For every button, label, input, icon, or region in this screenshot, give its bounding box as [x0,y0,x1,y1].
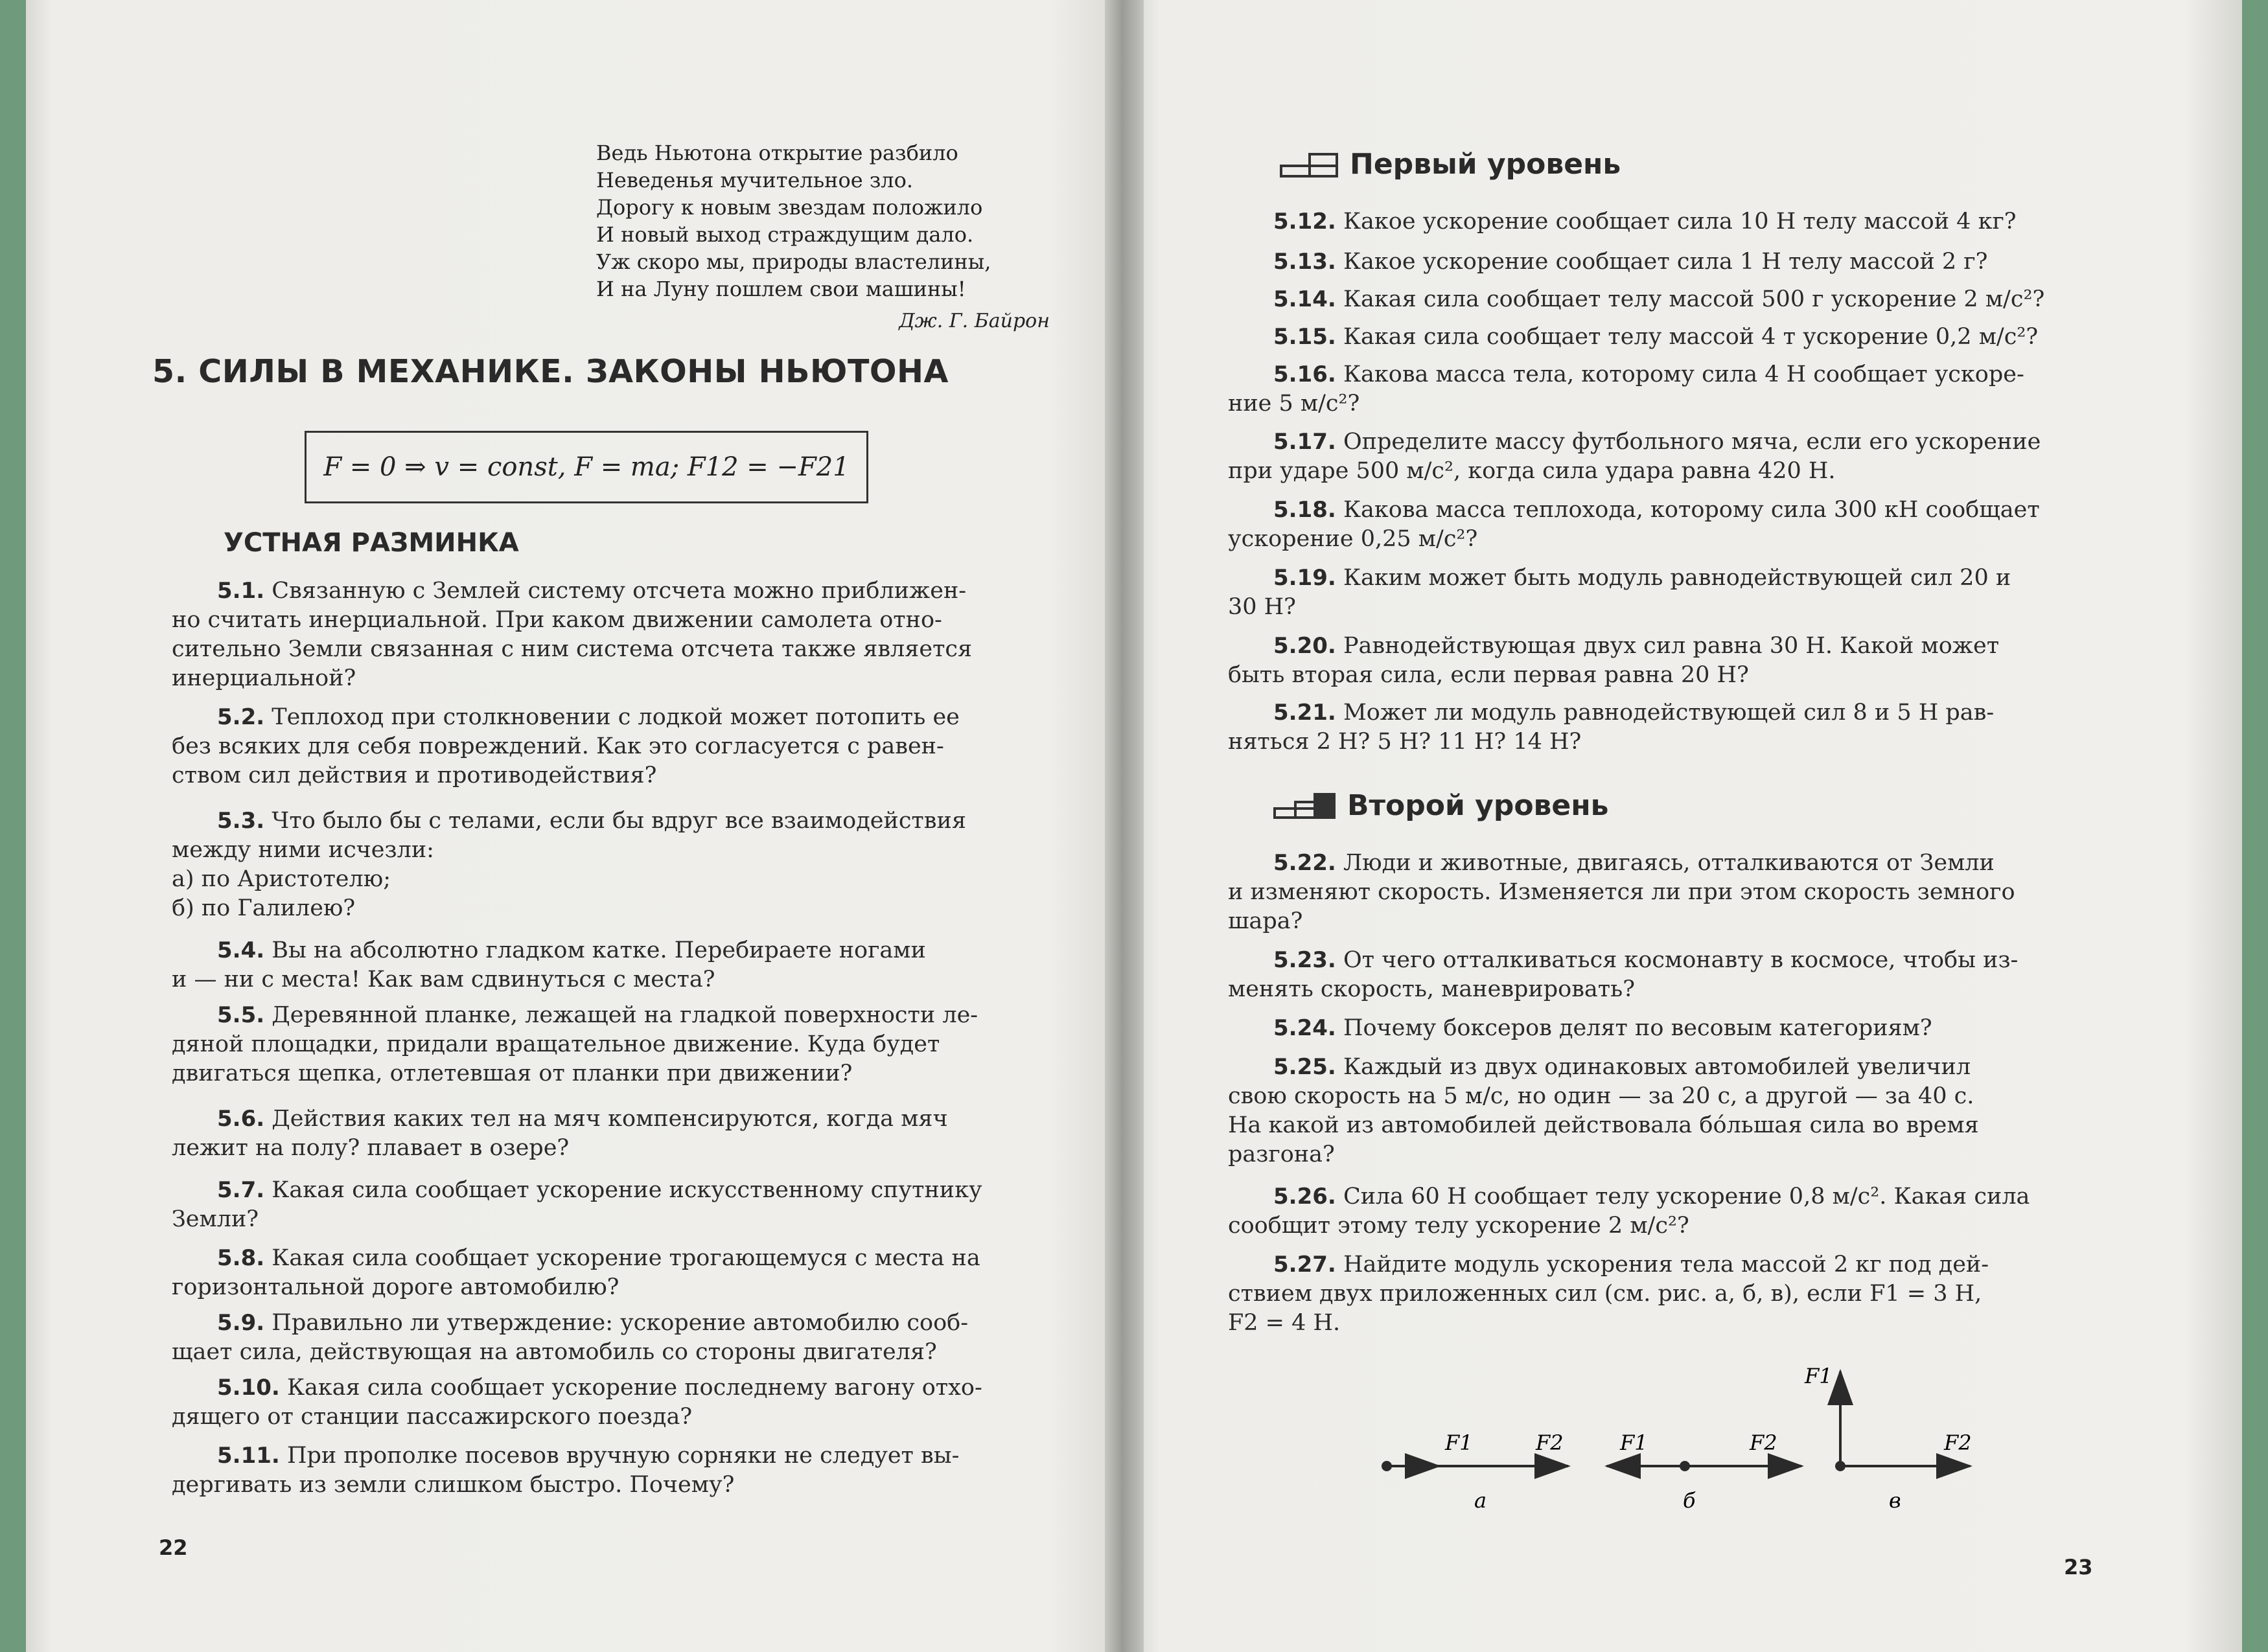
problem-text: двигаться щепка, отлетевшая от планки при движении? [172,1061,853,1086]
problem-line [1228,389,2100,419]
forces-figure [1335,1357,2022,1526]
problem-number: 5.12. [1273,209,1336,235]
problem-text: щает сила, действующая на автомобиль со стороны двигателя? [172,1339,937,1365]
poem-author: Дж. Г. Байрон [899,310,1050,332]
problem-5-14 [1228,285,2100,314]
problem-number: 5.11. [217,1443,280,1469]
problem-text: горизонтальной дороге автомобилю? [172,1274,619,1300]
problem-line [172,1001,1047,1030]
poem-line: Уж скоро мы, природы властелины, [596,249,991,274]
problem-line [1228,564,2100,593]
book-gutter [1105,0,1144,1652]
problem-line [172,936,1047,965]
problem-line [1228,1140,2100,1169]
problem-line [1228,593,2100,622]
problem-5-20 [1228,632,2100,690]
figure-a [1382,1430,1568,1513]
problem-line [172,1205,1047,1234]
problem-number: 5.2. [217,704,265,730]
f1-label: F1 [1445,1430,1473,1455]
problem-line [1228,1279,2100,1309]
level-two-icon [1273,792,1336,820]
problem-5-13 [1228,247,2100,277]
problem-text: ускорение 0,25 м/с²? [1228,526,1478,552]
problem-text: Сила 60 Н сообщает телу ускорение 0,8 м/с². Какая сила [1343,1184,2030,1210]
problem-text: Что было бы с телами, если бы вдруг все взаимодействия [272,808,966,834]
problem-text: Какова масса теплохода, которому сила 300 кН сообщает [1343,497,2040,523]
problem-text: и — ни с места! Как вам сдвинуться с места? [172,967,715,992]
problem-text: свою скорость на 5 м/с, но один — за 20 с, а другой — за 40 с. [1228,1083,1974,1109]
poem-line: И новый выход страждущим дало. [596,222,974,247]
problem-text: Может ли модуль равнодействующей сил 8 и 5 Н рав- [1343,700,1995,726]
problem-5-22 [1228,849,2100,936]
problem-text: лежит на полу? плавает в озере? [172,1135,570,1161]
problem-line [172,1441,1047,1471]
f1-label: F1 [1805,1364,1833,1388]
problem-number: 5.1. [217,578,265,604]
problem-5-6 [172,1105,1047,1163]
problem-number: 5.27. [1273,1252,1336,1278]
epigraph-poem [596,139,1050,303]
problem-5-12 [1228,207,2100,236]
problem-line [1228,907,2100,936]
problem-line [172,1059,1047,1088]
problem-5-3 [172,807,1047,923]
problem-line [172,894,1047,923]
problem-line [1228,1082,2100,1111]
problem-5-25 [1228,1053,2100,1169]
problem-5-21 [1228,698,2100,757]
problem-line [172,1244,1047,1273]
problem-number: 5.19. [1273,565,1336,591]
problem-text: Какая сила сообщает ускорение искусственному спутнику [272,1177,982,1203]
problem-text: Какое ускорение сообщает сила 10 Н телу массой 4 кг? [1343,209,2017,235]
problem-line [172,1134,1047,1163]
problem-line [172,577,1047,606]
problem-5-7 [172,1176,1047,1234]
problem-5-9 [172,1309,1047,1367]
problem-line [172,761,1047,790]
problem-line [172,1309,1047,1338]
problem-text: Найдите модуль ускорения тела массой 2 кг под дей- [1343,1252,1989,1278]
problem-line [172,865,1047,894]
level-one-icon [1280,150,1338,179]
problem-line [172,606,1047,635]
problem-line [1228,1309,2100,1338]
problem-line [172,732,1047,761]
problem-number: 5.17. [1273,429,1336,455]
problem-text: ством сил действия и противодействия? [172,763,657,788]
problem-line [1228,285,2100,314]
f1-label: F1 [1620,1430,1648,1455]
problem-5-17 [1228,428,2100,486]
problem-text: дяной площадки, придали вращательное движение. Куда будет [172,1031,940,1057]
problem-5-10 [172,1373,1047,1432]
problem-text: Теплоход при столкновении с лодкой может потопить ее [272,704,960,730]
f2-label: F2 [1536,1430,1564,1455]
problem-line [1228,661,2100,690]
f2-label: F2 [1750,1430,1777,1455]
problem-text: Земли? [172,1206,259,1232]
problem-5-15 [1228,323,2100,352]
problem-text: Связанную с Землей систему отсчета можно приближен- [272,578,967,604]
figure-label-c: в [1889,1488,1901,1513]
problem-5-5 [172,1001,1047,1088]
problem-5-19 [1228,564,2100,622]
problem-text: но считать инерциальной. При каком движении самолета отно- [172,607,942,633]
problem-number: 5.13. [1273,249,1336,275]
problem-text: быть вторая сила, если первая равна 20 Н? [1228,662,1749,688]
problem-number: 5.15. [1273,324,1336,350]
problem-text: Каким может быть модуль равнодействующей сил 20 и [1343,565,2011,591]
poem-line: Ведь Ньютона открытие разбило [596,141,958,165]
problem-text: Определите массу футбольного мяча, если его ускорение [1343,429,2041,455]
figure-b [1607,1430,1801,1513]
problem-5-2 [172,703,1047,790]
problem-line [172,1176,1047,1205]
problem-text: Каждый из двух одинаковых автомобилей увеличил [1343,1054,1971,1080]
problem-number: 5.9. [217,1310,265,1336]
problem-line [172,836,1047,865]
problem-text: F2 = 4 Н. [1228,1310,1341,1336]
problem-number: 5.26. [1273,1184,1336,1210]
poem-line: Дорогу к новым звездам положило [596,195,983,220]
problem-number: 5.25. [1273,1054,1336,1080]
problem-text: сительно Земли связанная с ним система отсчета также является [172,636,973,662]
problem-5-27 [1228,1250,2100,1338]
problem-5-16 [1228,360,2100,419]
problem-text: шара? [1228,908,1303,934]
problem-text: между ними исчезли: [172,837,434,863]
level2-heading [1273,789,1608,822]
problem-line [1228,1053,2100,1082]
problem-5-24 [1228,1014,2100,1043]
problem-line [1228,496,2100,525]
problem-5-1 [172,577,1047,693]
problem-text: При прополке посевов вручную сорняки не следует вы- [286,1443,960,1469]
problem-text: ствием двух приложенных сил (см. рис. а, б, в), если F1 = 3 Н, [1228,1281,1982,1307]
problem-text: Какое ускорение сообщает сила 1 Н телу массой 2 г? [1343,249,1988,275]
problem-line [1228,1211,2100,1241]
problem-line [172,635,1047,664]
problem-line [172,1273,1047,1302]
problem-number: 5.24. [1273,1015,1336,1041]
problem-text: няться 2 Н? 5 Н? 11 Н? 14 Н? [1228,729,1582,755]
problem-5-11 [172,1441,1047,1500]
problem-text: ние 5 м/с²? [1228,391,1360,417]
problem-line [172,703,1047,732]
level1-heading [1280,148,1621,181]
problem-line [172,807,1047,836]
problem-text: От чего отталкиваться космонавту в космосе, чтобы из- [1343,947,2019,973]
problem-number: 5.7. [217,1177,265,1203]
problem-line [1228,1014,2100,1043]
problem-line [172,664,1047,693]
problem-line [1228,946,2100,975]
formula: F = 0 ⇒ v = const, F = ma; F12 = −F21 [323,452,850,482]
level1-title: Первый уровень [1350,148,1621,181]
problem-text: 30 Н? [1228,594,1296,620]
problem-text: инерциальной? [172,665,356,691]
figure-label-a: а [1474,1488,1487,1513]
problem-text: Действия каких тел на мяч компенсируются, когда мяч [272,1106,948,1132]
problem-text: Какая сила сообщает ускорение последнему вагону отхо- [286,1375,982,1401]
problem-text: Вы на абсолютно гладком катке. Перебираете ногами [272,937,926,963]
problem-text: Люди и животные, двигаясь, отталкиваются от Земли [1343,850,1995,876]
problem-text: при ударе 500 м/с², когда сила удара равна 420 Н. [1228,458,1836,484]
problem-line [1228,428,2100,457]
problem-text: дергивать из земли слишком быстро. Почему? [172,1472,735,1498]
problem-line [1228,207,2100,236]
problem-5-26 [1228,1182,2100,1241]
problem-text: На какой из автомобилей действовала бóльшая сила во время [1228,1112,1979,1138]
problem-line [172,1403,1047,1432]
poem-line: И на Луну пошлем свои машины! [596,277,966,301]
problem-text: б) по Галилею? [172,895,356,921]
figure-c [1804,1364,1972,1513]
problem-number: 5.23. [1273,947,1336,973]
problem-number: 5.22. [1273,850,1336,876]
problem-text: разгона? [1228,1141,1335,1167]
problem-line [172,1471,1047,1500]
problem-text: Какова масса тела, которому сила 4 Н сообщает ускоре- [1343,361,2024,387]
warmup-heading: УСТНАЯ РАЗМИНКА [224,528,519,558]
problem-number: 5.8. [217,1245,265,1271]
problem-line [1228,525,2100,554]
problem-number: 5.3. [217,808,265,834]
page-number-left: 22 [159,1535,188,1560]
problem-line [1228,878,2100,907]
problem-line [172,1338,1047,1367]
problem-line [1228,457,2100,486]
problem-number: 5.6. [217,1106,265,1132]
problem-line [172,1373,1047,1403]
figure-label-b: б [1683,1488,1696,1513]
problem-number: 5.4. [217,937,265,963]
problem-text: Какая сила сообщает телу массой 4 т ускорение 0,2 м/с²? [1343,324,2039,350]
problem-line [1228,247,2100,277]
f2-label: F2 [1944,1430,1972,1455]
problem-number: 5.18. [1273,497,1336,523]
problem-text: а) по Аристотелю; [172,866,391,892]
problem-text: сообщит этому телу ускорение 2 м/с²? [1228,1213,1689,1239]
problem-text: Правильно ли утверждение: ускорение автомобилю сооб- [272,1310,969,1336]
problem-text: менять скорость, маневрировать? [1228,976,1635,1002]
formula-box [305,431,868,503]
problem-line [1228,1182,2100,1211]
problem-number: 5.21. [1273,700,1336,726]
problem-5-4 [172,936,1047,994]
problem-line [1228,1250,2100,1279]
problem-number: 5.5. [217,1002,265,1028]
problem-number: 5.16. [1273,361,1336,387]
problem-line [172,1030,1047,1059]
problem-line [1228,728,2100,757]
problem-text: Почему боксеров делят по весовым категориям? [1343,1015,1932,1041]
level2-title: Второй уровень [1347,789,1609,822]
problem-number: 5.10. [217,1375,280,1401]
problem-number: 5.20. [1273,633,1336,659]
page-number-right: 23 [2064,1555,2093,1579]
problem-5-18 [1228,496,2100,554]
problem-text: Какая сила сообщает телу массой 500 г ускорение 2 м/с²? [1343,286,2045,312]
poem-line: Неведенья мучительное зло. [596,168,914,192]
problem-text: Равнодействующая двух сил равна 30 Н. Какой может [1343,633,2000,659]
problem-text: и изменяют скорость. Изменяется ли при этом скорость земного [1228,879,2015,905]
problem-line [1228,975,2100,1004]
problem-line [1228,849,2100,878]
problem-line [1228,323,2100,352]
problem-number: 5.14. [1273,286,1336,312]
problem-line [1228,698,2100,728]
problem-line [172,965,1047,994]
chapter-title: 5. СИЛЫ В МЕХАНИКЕ. ЗАКОНЫ НЬЮТОНА [152,353,949,390]
problem-text: Деревянной планке, лежащей на гладкой поверхности ле- [272,1002,978,1028]
problem-line [1228,632,2100,661]
problem-line [1228,1111,2100,1140]
problem-line [1228,360,2100,389]
problem-text: Какая сила сообщает ускорение трогающемуся с места на [272,1245,980,1271]
problem-5-8 [172,1244,1047,1302]
problem-line [172,1105,1047,1134]
problem-5-23 [1228,946,2100,1004]
problem-text: без всяких для себя повреждений. Как это согласуется с равен- [172,733,944,759]
problem-text: дящего от станции пассажирского поезда? [172,1404,693,1430]
